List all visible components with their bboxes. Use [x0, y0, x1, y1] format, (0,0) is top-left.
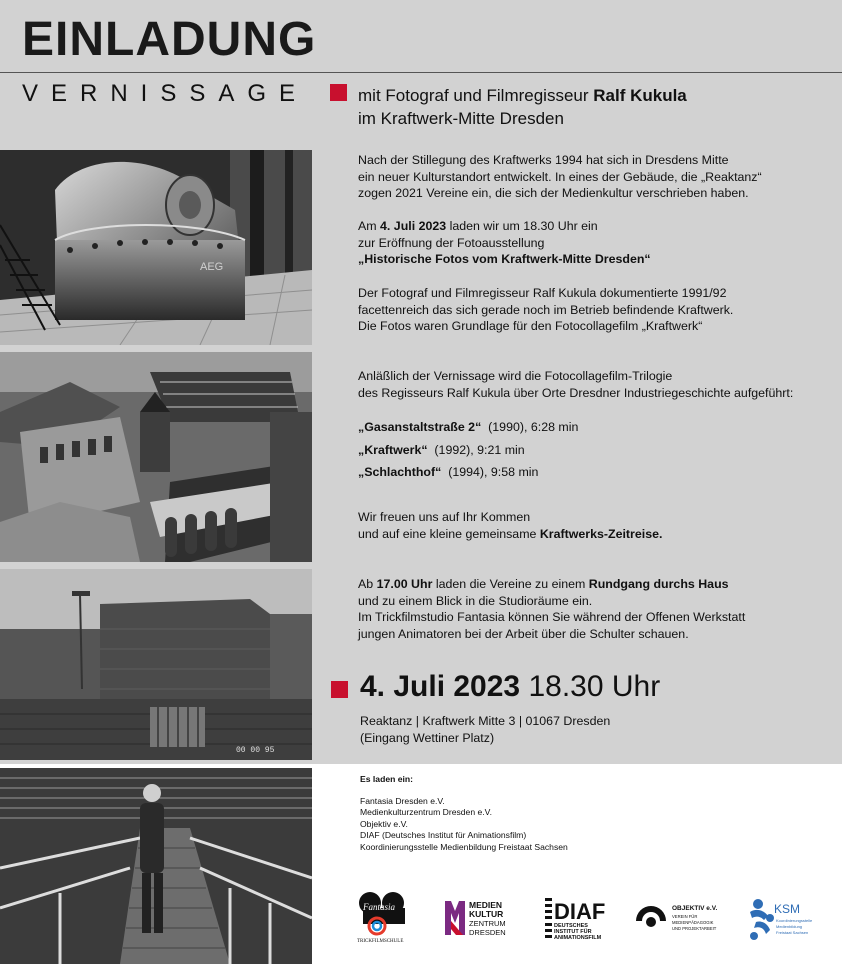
diaf-sub: DEUTSCHES: [554, 923, 588, 929]
film-item: „Schlachthof“ (1994), 9:58 min: [358, 465, 539, 479]
mkz-logo: [443, 897, 513, 941]
invite-line-1: Am 4. Juli 2023 laden wir um 18.30 Uhr ein: [358, 219, 598, 233]
header-lines: [358, 84, 687, 130]
diaf-sub: INSTITUT FÜR: [554, 929, 592, 935]
diaf-logo: [543, 895, 609, 941]
tour-line-2: und zu einem Blick in die Studioräume ein.: [358, 593, 593, 608]
intro-line: zogen 2021 Vereine ein, die sich der Medienkultur verschrieben haben.: [358, 186, 749, 200]
intro-paragraph: [358, 152, 762, 202]
venue-address: Reaktanz | Kraftwerk Mitte 3 | 01067 Dresden: [360, 714, 611, 728]
welcome-line-2: und auf eine kleine gemeinsame Kraftwerks-Zeitreise.: [358, 526, 663, 541]
fantasia-sub: TRICKFILMSCHULE: [357, 939, 404, 944]
film-item: „Kraftwerk“ (1992), 9:21 min: [358, 442, 525, 457]
intro-line: Nach der Stillegung des Kraftwerks 1994 hat sich in Dresdens Mitte: [358, 153, 729, 167]
tour-paragraph: [358, 576, 745, 642]
hosts-label: Es laden ein:: [360, 774, 414, 784]
event-datetime: [360, 672, 660, 702]
event-time: 18.30 Uhr: [520, 670, 661, 703]
trilogy-line: des Regisseurs Ralf Kukula über Orte Dresdner Industriegeschichte aufgeführt:: [358, 385, 794, 400]
fantasia-logo: [355, 888, 415, 944]
mkz-line: KULTUR: [469, 909, 504, 919]
aeg-sign: AEG: [200, 261, 224, 273]
invite-line-2: zur Eröffnung der Fotoausstellung: [358, 235, 545, 250]
hosts-block: [360, 774, 568, 854]
photo-worker-catwalk-overlay: [0, 768, 312, 964]
header-rule: [0, 72, 842, 73]
venue-block: [360, 713, 610, 746]
about-line: Die Fotos waren Grundlage für den Fotocollagefilm „Kraftwerk“: [358, 319, 703, 333]
film-item: „Gasanstaltstraße 2“ (1990), 6:28 min: [358, 420, 579, 434]
about-line: Der Fotograf und Filmregisseur Ralf Kukula dokumentierte 1991/92: [358, 286, 727, 300]
ksm-wordmark: KSM: [774, 902, 801, 916]
fantasia-wordmark: Fantasia: [363, 902, 396, 912]
exhibition-title: „Historische Fotos vom Kraftwerk-Mitte Dresden“: [358, 252, 651, 266]
photo-aerial-buildings: [0, 352, 312, 562]
ksm-sub: Medienbildung: [776, 924, 803, 929]
event-date: 4. Juli 2023: [360, 670, 521, 703]
host-item: Fantasia Dresden e.V.: [360, 795, 445, 806]
artist-name: Ralf Kukula: [593, 86, 687, 105]
diaf-wordmark: DIAF: [554, 899, 606, 924]
host-item: Koordinierungsstelle Medienbildung Freistaat Sachsen: [360, 841, 568, 852]
objektiv-wordmark: OBJEKTIV e.V.: [672, 905, 718, 912]
ksm-logo: [746, 896, 826, 942]
tour-line-3: Im Trickfilmstudio Fantasia können Sie während der Offenen Werkstatt: [358, 610, 746, 624]
ksm-sub: Koordinierungsstelle: [776, 918, 813, 923]
host-item: Objektiv e.V.: [360, 818, 408, 829]
ksm-sub: Freistaat Sachsen: [776, 930, 809, 935]
welcome-line-1: Wir freuen uns auf Ihr Kommen: [358, 510, 531, 524]
film-list: [358, 416, 578, 484]
photo-turbine: [0, 150, 312, 345]
objektiv-sub: UND PROJEKTARBEIT: [672, 926, 717, 931]
header-line-1: mit Fotograf und Filmregisseur Ralf Kukula: [358, 86, 687, 105]
header-line-2: im Kraftwerk-Mitte Dresden: [358, 109, 564, 128]
invite-paragraph: [358, 218, 651, 268]
welcome-paragraph: [358, 509, 662, 542]
trilogy-line: Anläßlich der Vernissage wird die Fotocollagefilm-Trilogie: [358, 369, 673, 383]
accent-square-header: [330, 84, 347, 101]
photo-brick-building: [0, 569, 312, 760]
objektiv-sub: VEREIN FÜR: [672, 914, 698, 919]
about-paragraph: [358, 285, 733, 335]
objektiv-sub: MEDIENPÄDAGOGIK: [672, 920, 714, 925]
page-title: EINLADUNG: [22, 13, 317, 66]
tour-line-1: Ab 17.00 Uhr laden die Vereine zu einem Rundgang durchs Haus: [358, 577, 729, 591]
mkz-line: ZENTRUM: [469, 919, 506, 928]
host-item: Medienkulturzentrum Dresden e.V.: [360, 807, 492, 818]
trilogy-paragraph: [358, 368, 793, 401]
about-line: facettenreich das sich gerade noch im Betrieb befindende Kraftwerk.: [358, 302, 734, 317]
page-subtitle: VERNISSAGE: [22, 80, 309, 107]
diaf-sub: ANIMATIONSFILM: [554, 935, 602, 941]
intro-line: ein neuer Kulturstandort entwickelt. In eines der Gebäude, die „Reaktanz“: [358, 169, 762, 184]
venue-entrance: (Eingang Wettiner Platz): [360, 730, 495, 745]
mkz-line: DRESDEN: [469, 928, 506, 937]
mkz-line: MEDIEN: [469, 900, 503, 910]
tour-line-4: jungen Animatoren bei der Arbeit über die Schulter schauen.: [358, 626, 689, 641]
host-item: DIAF (Deutsches Institut für Animationsfilm): [360, 830, 527, 841]
objektiv-logo: [634, 901, 724, 935]
film-timestamp: 00 00 95: [236, 746, 275, 755]
accent-square-event: [331, 681, 348, 698]
